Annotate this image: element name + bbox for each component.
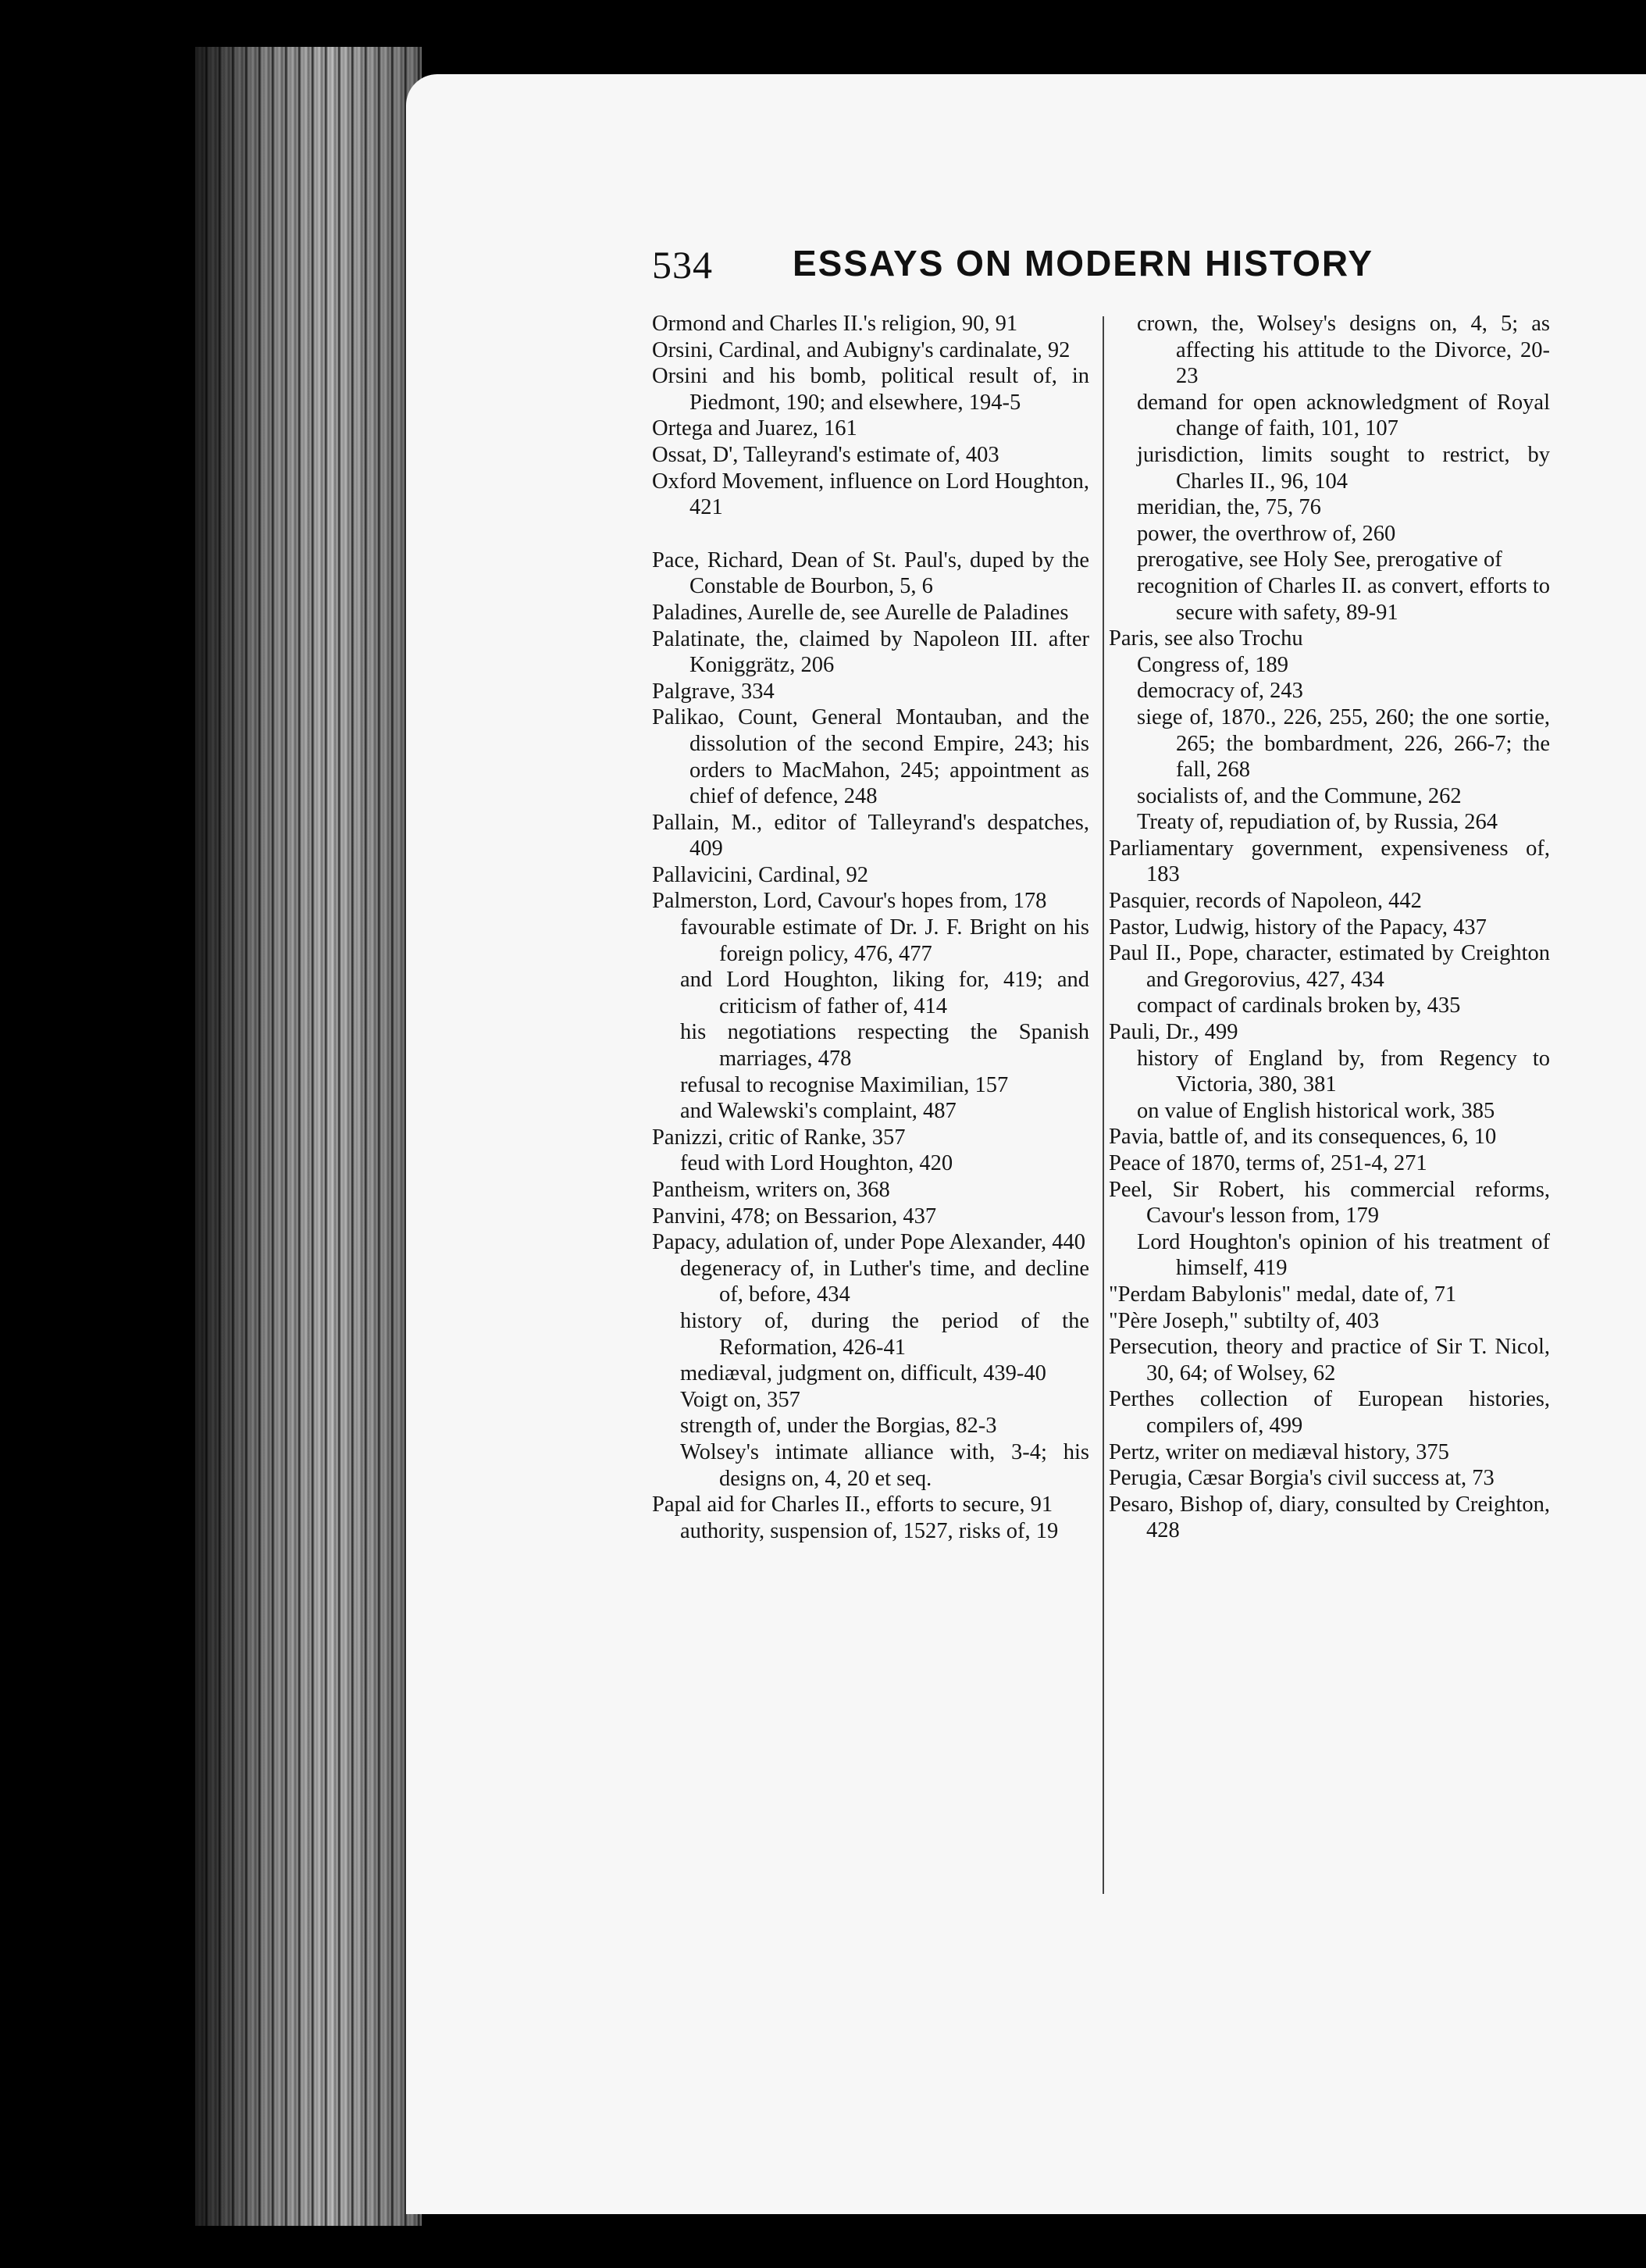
- index-subentry: crown, the, Wolsey's designs on, 4, 5; as affecting his attitude to the Divorce, 20-23: [1137, 312, 1550, 389]
- index-subentry: compact of cardinals broken by, 435: [1137, 993, 1461, 1018]
- book-edge-shadow: [195, 47, 422, 2226]
- index-subentry: Wolsey's intimate alliance with, 3-4; his designs on, 4, 20 et seq.: [680, 1439, 1089, 1491]
- index-entry: Orsini and his bomb, political result of, in Piedmont, 190; and elsewhere, 194-5: [652, 364, 1089, 415]
- index-subentry: Congress of, 189: [1137, 652, 1288, 677]
- index-entry: Pertz, writer on mediæval history, 375: [1109, 1439, 1449, 1464]
- index-entry: Palgrave, 334: [652, 679, 775, 704]
- index-subentry: history of, during the period of the Reformation, 426-41: [680, 1308, 1089, 1360]
- index-entry: Pallavicini, Cardinal, 92: [652, 862, 869, 887]
- index-subentry: favourable estimate of Dr. J. F. Bright on his foreign policy, 476, 477: [680, 915, 1089, 966]
- index-subentry: strength of, under the Borgias, 82-3: [680, 1414, 997, 1439]
- page-header: [652, 234, 1464, 297]
- index-subentry: feud with Lord Houghton, 420: [680, 1151, 953, 1176]
- index-subentry: Voigt on, 357: [680, 1387, 800, 1412]
- index-entry: Perugia, Cæsar Borgia's civil success at, 73: [1109, 1466, 1495, 1491]
- index-entry: Palatinate, the, claimed by Napoleon III. after Koniggrätz, 206: [652, 626, 1089, 678]
- index-subentry: power, the overthrow of, 260: [1137, 521, 1396, 546]
- index-entry: Pace, Richard, Dean of St. Paul's, duped by the Constable de Bourbon, 5, 6: [652, 547, 1089, 599]
- index-entry: Paladines, Aurelle de, see Aurelle de Paladines: [652, 600, 1069, 625]
- index-entry: Persecution, theory and practice of Sir T. Nicol, 30, 64; of Wolsey, 62: [1109, 1335, 1550, 1385]
- index-subentry: on value of English historical work, 385: [1137, 1098, 1495, 1123]
- index-entry: Pallain, M., editor of Talleyrand's despatches, 409: [652, 810, 1089, 861]
- index-column-left: [652, 311, 1089, 1544]
- index-entry: Panizzi, critic of Ranke, 357: [652, 1125, 906, 1150]
- index-entry: Papacy, adulation of, under Pope Alexander, 440: [652, 1230, 1085, 1255]
- index-entry: Pavia, battle of, and its consequences, 6, 10: [1109, 1125, 1497, 1150]
- index-entry: "Perdam Babylonis" medal, date of, 71: [1109, 1282, 1457, 1307]
- index-entry: Pastor, Ludwig, history of the Papacy, 437: [1109, 915, 1487, 940]
- index-subentry: jurisdiction, limits sought to restrict, by Charles II., 96, 104: [1137, 442, 1550, 494]
- index-subentry: recognition of Charles II. as convert, efforts to secure with safety, 89-91: [1137, 573, 1550, 625]
- index-entry: Pesaro, Bishop of, diary, consulted by Creighton, 428: [1109, 1492, 1550, 1543]
- index-subentry: authority, suspension of, 1527, risks of, 19: [680, 1518, 1059, 1543]
- column-divider: [1103, 316, 1104, 1894]
- index-entry: Palmerston, Lord, Cavour's hopes from, 178: [652, 889, 1047, 914]
- index-entry: Perthes collection of European histories, compilers of, 499: [1109, 1387, 1550, 1438]
- index-entry: Ormond and Charles II.'s religion, 90, 91: [652, 312, 1018, 336]
- index-subentry: and Lord Houghton, liking for, 419; and criticism of father of, 414: [680, 968, 1089, 1018]
- index-entry: Paris, see also Trochu: [1109, 626, 1303, 651]
- index-entry: Papal aid for Charles II., efforts to secure, 91: [652, 1492, 1053, 1517]
- index-subentry: demand for open acknowledgment of Royal change of faith, 101, 107: [1137, 390, 1550, 441]
- index-entry: Ortega and Juarez, 161: [652, 416, 857, 441]
- index-subentry: his negotiations respecting the Spanish marriages, 478: [680, 1020, 1089, 1072]
- index-subentry: meridian, the, 75, 76: [1137, 495, 1321, 520]
- index-subentry: socialists of, and the Commune, 262: [1137, 783, 1462, 808]
- index-entry: Parliamentary government, expensiveness of, 183: [1109, 836, 1550, 887]
- index-subentry: democracy of, 243: [1137, 679, 1303, 704]
- index-subentry: refusal to recognise Maximilian, 157: [680, 1072, 1009, 1097]
- index-entry: Oxford Movement, influence on Lord Houghton, 421: [652, 469, 1089, 520]
- index-entry: Peel, Sir Robert, his commercial reforms, Cavour's lesson from, 179: [1109, 1177, 1550, 1228]
- index-entry: Paul II., Pope, character, estimated by Creighton and Gregorovius, 427, 434: [1109, 941, 1550, 992]
- index-subentry: degeneracy of, in Luther's time, and decline of, before, 434: [680, 1256, 1089, 1307]
- index-entry: Ossat, D', Talleyrand's estimate of, 403: [652, 442, 999, 467]
- index-entry: Panvini, 478; on Bessarion, 437: [652, 1204, 937, 1228]
- index-subentry: Treaty of, repudiation of, by Russia, 264: [1137, 810, 1498, 835]
- index-entry: Pauli, Dr., 499: [1109, 1020, 1238, 1045]
- index-subentry: siege of, 1870., 226, 255, 260; the one sortie, 265; the bombardment, 226, 266-7; the fall, 268: [1137, 704, 1550, 783]
- index-entry: Peace of 1870, terms of, 251-4, 271: [1109, 1151, 1427, 1175]
- page-number: 534: [652, 243, 713, 287]
- index-entry: "Père Joseph," subtilty of, 403: [1109, 1308, 1380, 1333]
- index-entry: Pantheism, writers on, 368: [652, 1178, 890, 1202]
- index-subentry: prerogative, see Holy See, prerogative of: [1137, 547, 1502, 572]
- index-subentry: mediæval, judgment on, difficult, 439-40: [680, 1361, 1046, 1386]
- index-entry: Palikao, Count, General Montauban, and the dissolution of the second Empire, 243; his orders to MacMahon, 245; appointment as chief of defence, 248: [652, 705, 1089, 809]
- index-subentry: history of England by, from Regency to Victoria, 380, 381: [1137, 1046, 1550, 1097]
- running-title: ESSAYS ON MODERN HISTORY: [793, 243, 1374, 284]
- index-entry: Orsini, Cardinal, and Aubigny's cardinalate, 92: [652, 337, 1071, 362]
- index-entry: Pasquier, records of Napoleon, 442: [1109, 889, 1422, 914]
- index-subentry: and Walewski's complaint, 487: [680, 1099, 957, 1124]
- index-subentry: Lord Houghton's opinion of his treatment of himself, 419: [1137, 1229, 1550, 1281]
- index-column-right: [1109, 311, 1550, 1544]
